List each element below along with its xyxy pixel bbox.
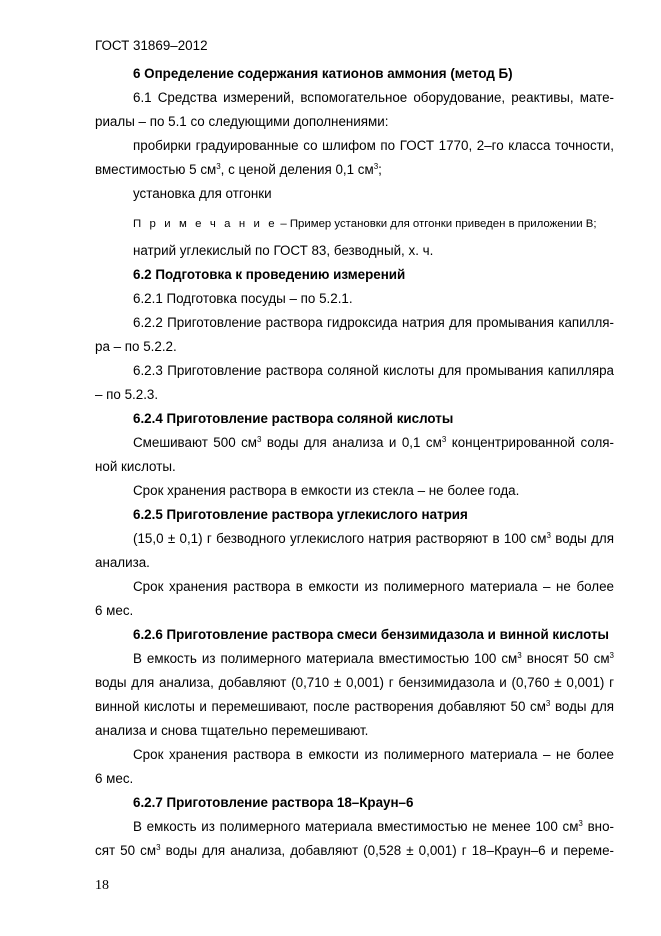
paragraph-6-2-6-storage-line-2: 6 мес. [95, 771, 134, 786]
tubes-line-2: вместимостью 5 $см^3$, с ценой деления 0,1 $см^3$; [95, 162, 382, 177]
note [95, 212, 614, 236]
paragraph-6-2-6-storage-line-1: Срок хранения раствора в емкости из полимерного материала – не более [133, 747, 614, 762]
section-6-2-heading: 6.2 Подготовка к проведению измерений [133, 267, 406, 282]
paragraph-6-2-6-line-3: винной кислоты и перемешивают, после растворения добавляют 50 $см^3$ воды для [95, 699, 615, 714]
paragraph-6-2-7-line-2: сят 50 $см^3$ воды для анализа, добавляют (0,528 ± 0,001) г 18–Краун–6 и переме- [95, 843, 614, 858]
tubes-line-1: пробирки градуированные со шлифом по ГОСТ 1770, 2–го класса точности, [133, 138, 614, 153]
paragraph-6-2-6-line-4: анализа и снова тщательно перемешивают. [95, 723, 369, 738]
section-6-2-5-heading: 6.2.5 Приготовление раствора углекислого натрия [133, 507, 468, 522]
note-text: – Пример установки для отгонки приведен в приложении В; [277, 218, 597, 230]
paragraph-6-1-line-2: риалы – по 5.1 со следующими дополнениями: [95, 114, 389, 129]
paragraph-6-2-5-storage-line-1: Срок хранения раствора в емкости из полимерного материала – не более [133, 579, 614, 594]
paragraph-6-2-4-line-1: Смешивают 500 $см^3$ воды для анализа и 0,1 $см^3$ концентрированной соля- [133, 435, 614, 450]
paragraph-6-2-3-line-1: 6.2.3 Приготовление раствора соляной кислоты для промывания капилляра [133, 363, 614, 378]
paragraph-6-2-7-line-1: В емкость из полимерного материала вместимостью не менее 100 $см^3$ вно- [133, 819, 614, 834]
paragraph-6-2-5-line-1: (15,0 ± 0,1) г безводного углекислого натрия растворяют в 100 $см^3$ воды для [133, 531, 614, 546]
document-header: ГОСТ 31869–2012 [95, 38, 208, 53]
paragraph-6-2-2-line-1: 6.2.2 Приготовление раствора гидроксида натрия для промывания капилля- [133, 315, 614, 330]
paragraph-6-2-2-line-2: ра – по 5.2.2. [95, 339, 177, 354]
document-body [95, 62, 614, 863]
note-label: П р и м е ч а н и е [133, 218, 278, 230]
section-6-2-4-heading: 6.2.4 Приготовление раствора соляной кислоты [133, 411, 454, 426]
paragraph-6-2-6-line-1: В емкость из полимерного материала вместимостью 100 $см^3$ вносят 50 $см^3$ [133, 651, 614, 666]
paragraph-6-2-3-line-2: – по 5.2.3. [95, 387, 159, 402]
paragraph-6-2-1: 6.2.1 Подготовка посуды – по 5.2.1. [133, 291, 353, 306]
section-6-2-6-heading: 6.2.6 Приготовление раствора смеси бензимидазола и винной кислоты [133, 627, 609, 642]
paragraph-6-2-4-storage: Срок хранения раствора в емкости из стекла – не более года. [133, 483, 520, 498]
sodium-carbonate-item: натрий углекислый по ГОСТ 83, безводный, х. ч. [133, 243, 434, 258]
section-6-heading: 6 Определение содержания катионов аммония (метод Б) [133, 66, 513, 81]
page-number: 18 [95, 878, 109, 893]
distillation-unit-item: установка для отгонки [133, 186, 272, 201]
paragraph-6-2-5-line-2: анализа. [95, 555, 150, 570]
section-6-2-7-heading: 6.2.7 Приготовление раствора 18–Краун–6 [133, 795, 414, 810]
paragraph-6-2-5-storage-line-2: 6 мес. [95, 603, 134, 618]
paragraph-6-2-4-line-2: ной кислоты. [95, 459, 176, 474]
paragraph-6-1-line-1: 6.1 Средства измерений, вспомогательное оборудование, реактивы, мате- [133, 90, 614, 105]
paragraph-6-2-6-line-2: воды для анализа, добавляют (0,710 ± 0,001) г бензимидазола и (0,760 ± 0,001) г [95, 675, 614, 690]
